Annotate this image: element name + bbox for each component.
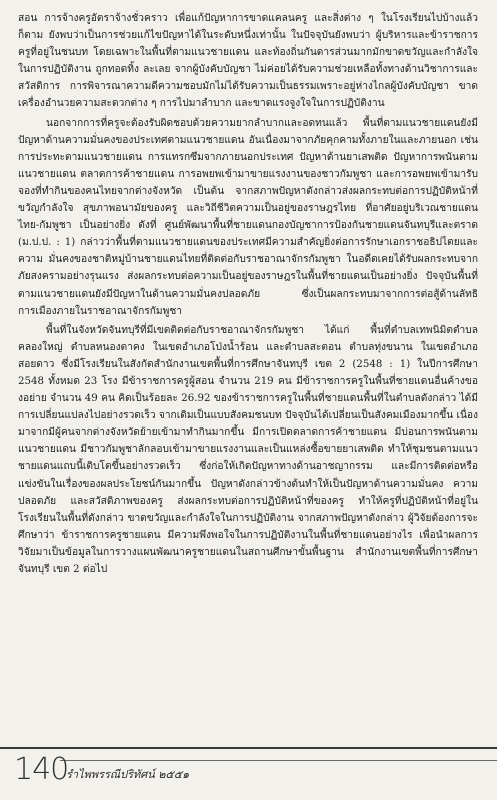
paragraph-2: นอกจากการที่ครูจะต้องรับผิดชอบด้วยความยากลำบากและอดทนแล้ว พื้นที่ตามแนวชายแดนยังมีปัญหาด้านความมั่นคงของประเทศตามแนวชายแดน อันเนื่องมาจากภัยคุกคามทั้งภายในและภายนอก เช่น การประทะตามแนวชายแดน การแทรกซึมจากภายนอกประเทศ ปัญหาด้านยาเสพติด ปัญหาการพนันตามแนวชายแดน ตลาดการค้าชายแดน การอพยพเข้ามาขายแรงงานของชาวกัมพูชา และการอพยพเข้ามารับจองที่ทำกินของคนไทยจากต่างจังหวัด เป็นต้น จากสภาพปัญหาดังกล่าวส่งผลกระทบต่อการปฏิบัติหน้าที่ ขวัญกำลังใจ สุขภาพอนามัยของครู และวิถีชีวิตความเป็นอยู่ของราษฎรไทย ที่อาศัยอยู่บริเวณชายแดนไทย-กัมพูชา เป็นอย่างยิ่ง ดังที่ ศูนย์พัฒนาพื้นที่ชายแดนกองบัญชาการป้องกันชายแดนจันทบุรีและตราด (ม.ป.ป. : 1) กล่าวว่าพื้นที่ตามแนวชายแดนของประเทศมีความสำคัญยิ่งต่อการรักษาเอกราชอธิปไตยและความ มั่นคงของชาติหมู่บ้านชายแดนไทยที่ติดต่อกับราชอาณาจักรกัมพูชา ในอดีตเคยได้รับผลกระทบจากภัยสงครามอย่างรุนแรง ส่งผลกระทบต่อความเป็นอยู่ของราษฎรในพื้นที่ชายแดนเป็นอย่างยิ่ง ปัจจุบันพื้นที่ตามแนวชายแดนยังมีปัญหาในด้านความมั่นคงปลอดภัย ซึ่งเป็นผลกระทบมาจากการต่อสู้ด้านลัทธิการเมืองภายในราชอาณาจักรกัมพูชา: [18, 117, 478, 317]
paragraph-1: สอน การจ้างครูอัตราจ้างชั่วคราว เพื่อแก้ปัญหาการขาดแคลนครู และสิ่งต่าง ๆ ในโรงเรียนไปบ้างแล้วก็ตาม ยังพบว่าเป็นการช่วยแก้ไขปัญหาได้ในระดับหนึ่งเท่านั้น ในปัจจุบันยังพบว่า ผู้บริหารและข้าราชการครูที่อยู่ในชนบท โดยเฉพาะในพื้นที่ตามแนวชายแดน และท้องถิ่นกันดารส่วนมากมักขาดขวัญและกำลังใจในการปฏิบัติงาน ถูกทอดทิ้ง ละเลย จากผู้บังคับบัญชา ไม่ค่อยได้รับความช่วยเหลือทั้งทางด้านวิชาการและสวัสดิการ การพิจารณาความดีความชอบมักไม่ได้รับความเป็นธรรมเพราะอยู่ห่างไกลผู้บังคับบัญชา ขาดเครื่องอำนวยความสะดวกต่าง ๆ การไปมาลำบาก และขาดแรงจูงใจในการปฏิบัติงาน: [18, 13, 478, 110]
paragraph-3: พื้นที่ในจังหวัดจันทบุรีที่มีเขตติดต่อกับราชอาณาจักรกัมพูชา ได้แก่ พื้นที่ตำบลเทพนิมิตตำบลคลองใหญ่ ตำบลหนองตาคง ในเขตอำเภอโป่งน้ำร้อน และตำบลสะตอน ตำบลทุ่งขนาน ในเขตอำเภอสอยดาว ซึ่งมีโรงเรียนในสังกัดสำนักงานเขตพื้นที่การศึกษาจันทบุรี เขต 2 (2548 : 1) ในปีการศึกษา 2548 ทั้งหมด 23 โรง มีข้าราชการครูผู้สอน จำนวน 219 คน มีข้าราชการครูในพื้นที่ชายแดนอื่นค้างของอย่าย จำนวน 49 คน คิดเป็นร้อยละ 26.92 ของข้าราชการครูในพื้นที่ชายแดนพื้นที่ในตำบลดังกล่าว ได้มีการเปลี่ยนแปลงไปอย่างรวดเร็ว จากเดิมเป็นแบบสังคมชนบท ปัจจุบันได้เปลี่ยนเป็นสังคมเมืองมากขึ้น เนื่องมาจากมีผู้คนจากต่างจังหวัดย้ายเข้ามาทำกินมากขึ้น มีการเปิดตลาดการค้าชายแดน มีบ่อนการพนันตามแนวชายแดน มีชาวกัมพูชาลักลอบเข้ามาขายแรงงานและเป็นแหล่งซื้อขายยาเสพติด ทำให้ชุมชนตามแนวชายแดนแถบนี้เติบโตขึ้นอย่างรวดเร็ว ซึ่งก่อให้เกิดปัญหาทางด้านอาชญากรรม และมีการติดต่อหรือแข่งขันในเรื่องของผลประโยชน์กันมากขึ้น ปัญหาดังกล่าวข้างต้นทำให้เป็นปัญหาด้านความมั่นคง ความปลอดภัย และสวัสดิภาพของครู ส่งผลกระทบต่อการปฏิบัติหน้าที่ของครู ทำให้ครูที่ปฏิบัติหน้าที่อยู่ในโรงเรียนในพื้นที่ดังกล่าว ขาดขวัญและกำลังใจในการปฏิบัติงาน จากสภาพปัญหาดังกล่าว ผู้วิจัยต้องการจะศึกษาว่า ข้าราชการครูชายแดน มีความพึงพอใจในการปฏิบัติงานในพื้นที่ชายแดนอย่างไร เพื่อนำผลการวิจัยมาเป็นข้อมูลในการวางแผนพัฒนาครูชายแดนในสถานศึกษาขั้นพื้นฐาน สำนักงานเขตพื้นที่การศึกษาจันทบุรี เขต 2 ต่อไป: [18, 324, 478, 575]
page-number: 140: [14, 752, 69, 787]
footer-divider: [0, 747, 497, 749]
body-text: [18, 10, 478, 578]
journal-title: รำไพพรรณีปริทัศน์ ๒๕๕๑: [66, 768, 190, 781]
footer-divider-thin: [60, 760, 497, 761]
